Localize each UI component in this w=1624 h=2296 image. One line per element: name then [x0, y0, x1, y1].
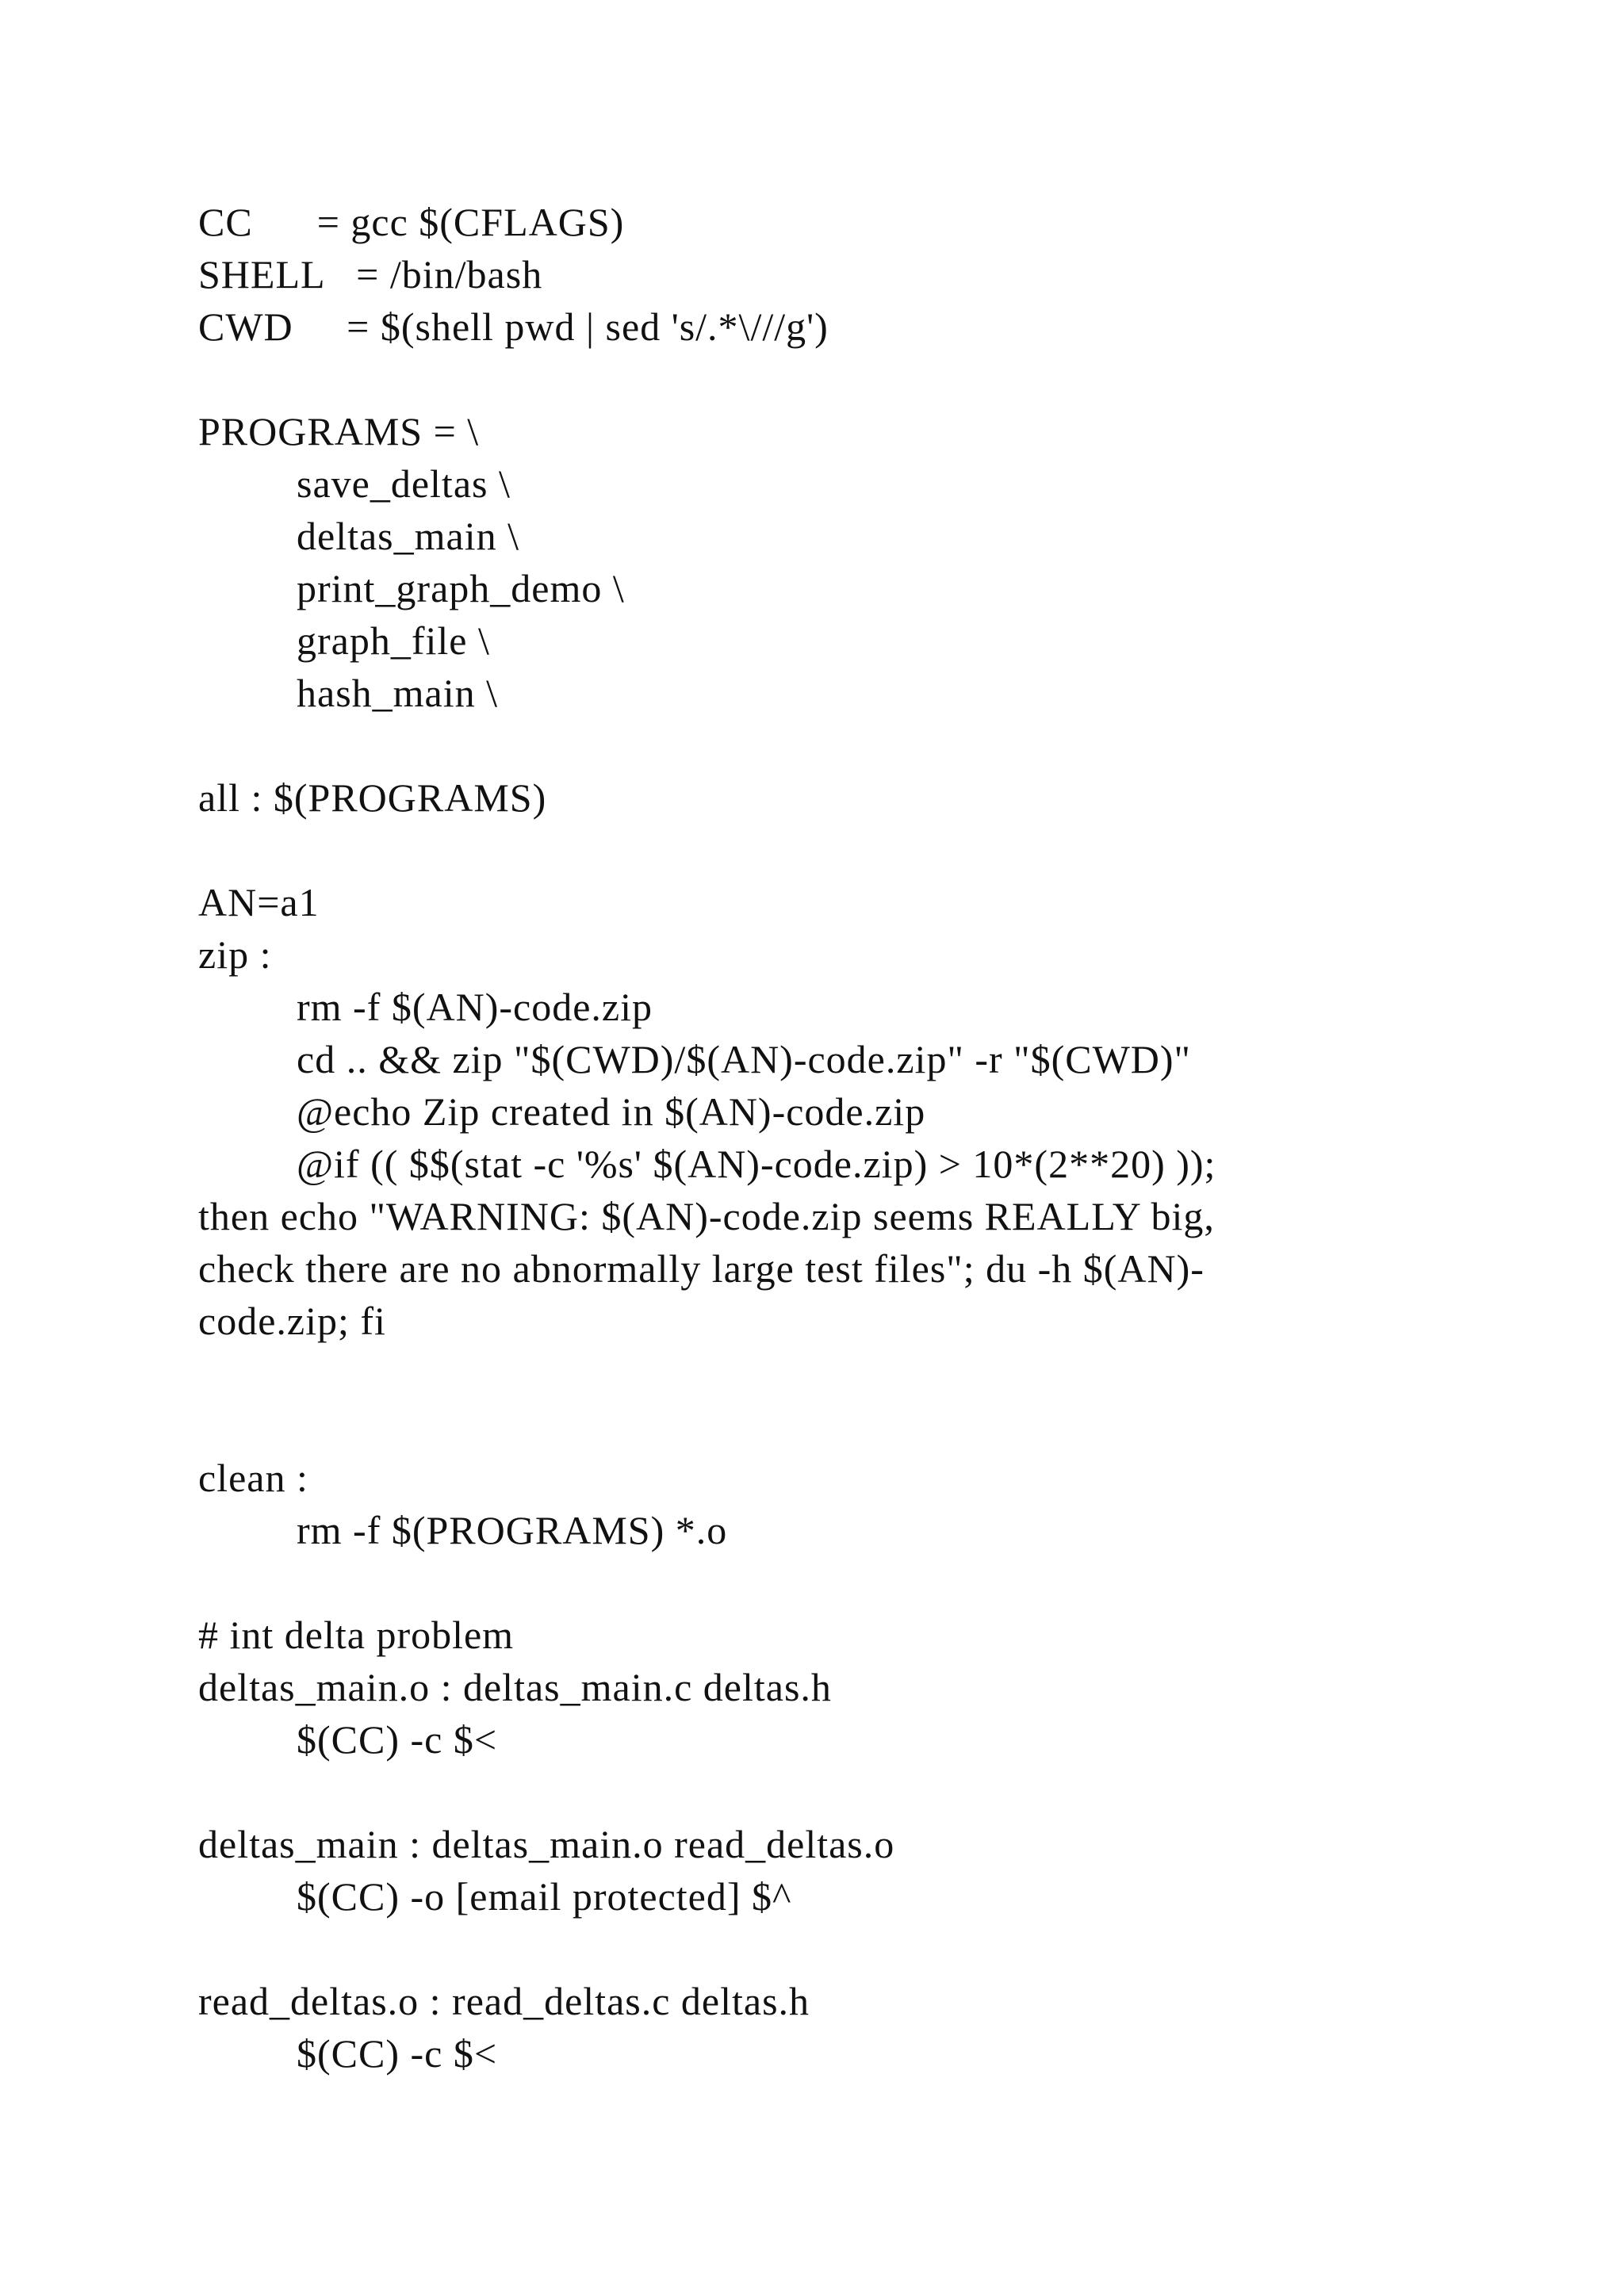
rule-target-line: read_deltas.o : read_deltas.c deltas.h: [198, 1979, 810, 2023]
blank-line: [198, 353, 1435, 405]
blank-line: [198, 1556, 1435, 1609]
zip-command-line: rm -f $(AN)-code.zip: [297, 985, 653, 1029]
zip-wrapped-line: check there are no abnormally large test files"; du -h $(AN)-: [198, 1246, 1205, 1291]
rule-target-line: deltas_main : deltas_main.o read_deltas.o: [198, 1822, 895, 1866]
program-item: save_deltas \: [297, 461, 511, 506]
program-item: print_graph_demo \: [297, 566, 625, 610]
zip-command-line: @if (( $$(stat -c '%s' $(AN)-code.zip) > 10*(2**20) ));: [297, 1142, 1216, 1186]
rule-command-line: $(CC) -o [email protected] $^: [297, 1874, 792, 1919]
rule-command-line: $(CC) -c $<: [297, 2031, 498, 2076]
zip-wrapped-line: then echo "WARNING: $(AN)-code.zip seems REALLY big,: [198, 1194, 1215, 1238]
comment-line: # int delta problem: [198, 1613, 515, 1657]
all-rule-line: all : $(PROGRAMS): [198, 775, 547, 820]
program-item: hash_main \: [297, 671, 499, 715]
blank-line: [198, 719, 1435, 771]
program-item: graph_file \: [297, 618, 490, 663]
var-cc-line: CC = gcc $(CFLAGS): [198, 200, 625, 244]
programs-header-line: PROGRAMS = \: [198, 409, 480, 453]
program-item: deltas_main \: [297, 514, 519, 558]
blank-lines: [198, 1347, 1435, 1452]
blank-line: [198, 1923, 1435, 1975]
zip-wrapped-line: code.zip; fi: [198, 1299, 386, 1343]
zip-command-line: @echo Zip created in $(AN)-code.zip: [297, 1089, 926, 1134]
blank-line: [198, 824, 1435, 876]
blank-line: [198, 1766, 1435, 1818]
var-shell-line: SHELL = /bin/bash: [198, 252, 543, 297]
makefile-text: [198, 196, 1435, 2080]
an-var-line: AN=a1: [198, 880, 320, 924]
var-cwd-line: CWD = $(shell pwd | sed 's/.*\///g'): [198, 304, 829, 349]
zip-target-line: zip :: [198, 932, 272, 977]
rule-command-line: $(CC) -c $<: [297, 1717, 498, 1762]
clean-command-line: rm -f $(PROGRAMS) *.o: [297, 1508, 728, 1552]
clean-target-line: clean :: [198, 1456, 308, 1500]
zip-command-line: cd .. && zip "$(CWD)/$(AN)-code.zip" -r "$(CWD)": [297, 1037, 1191, 1081]
rule-target-line: deltas_main.o : deltas_main.c deltas.h: [198, 1665, 832, 1709]
